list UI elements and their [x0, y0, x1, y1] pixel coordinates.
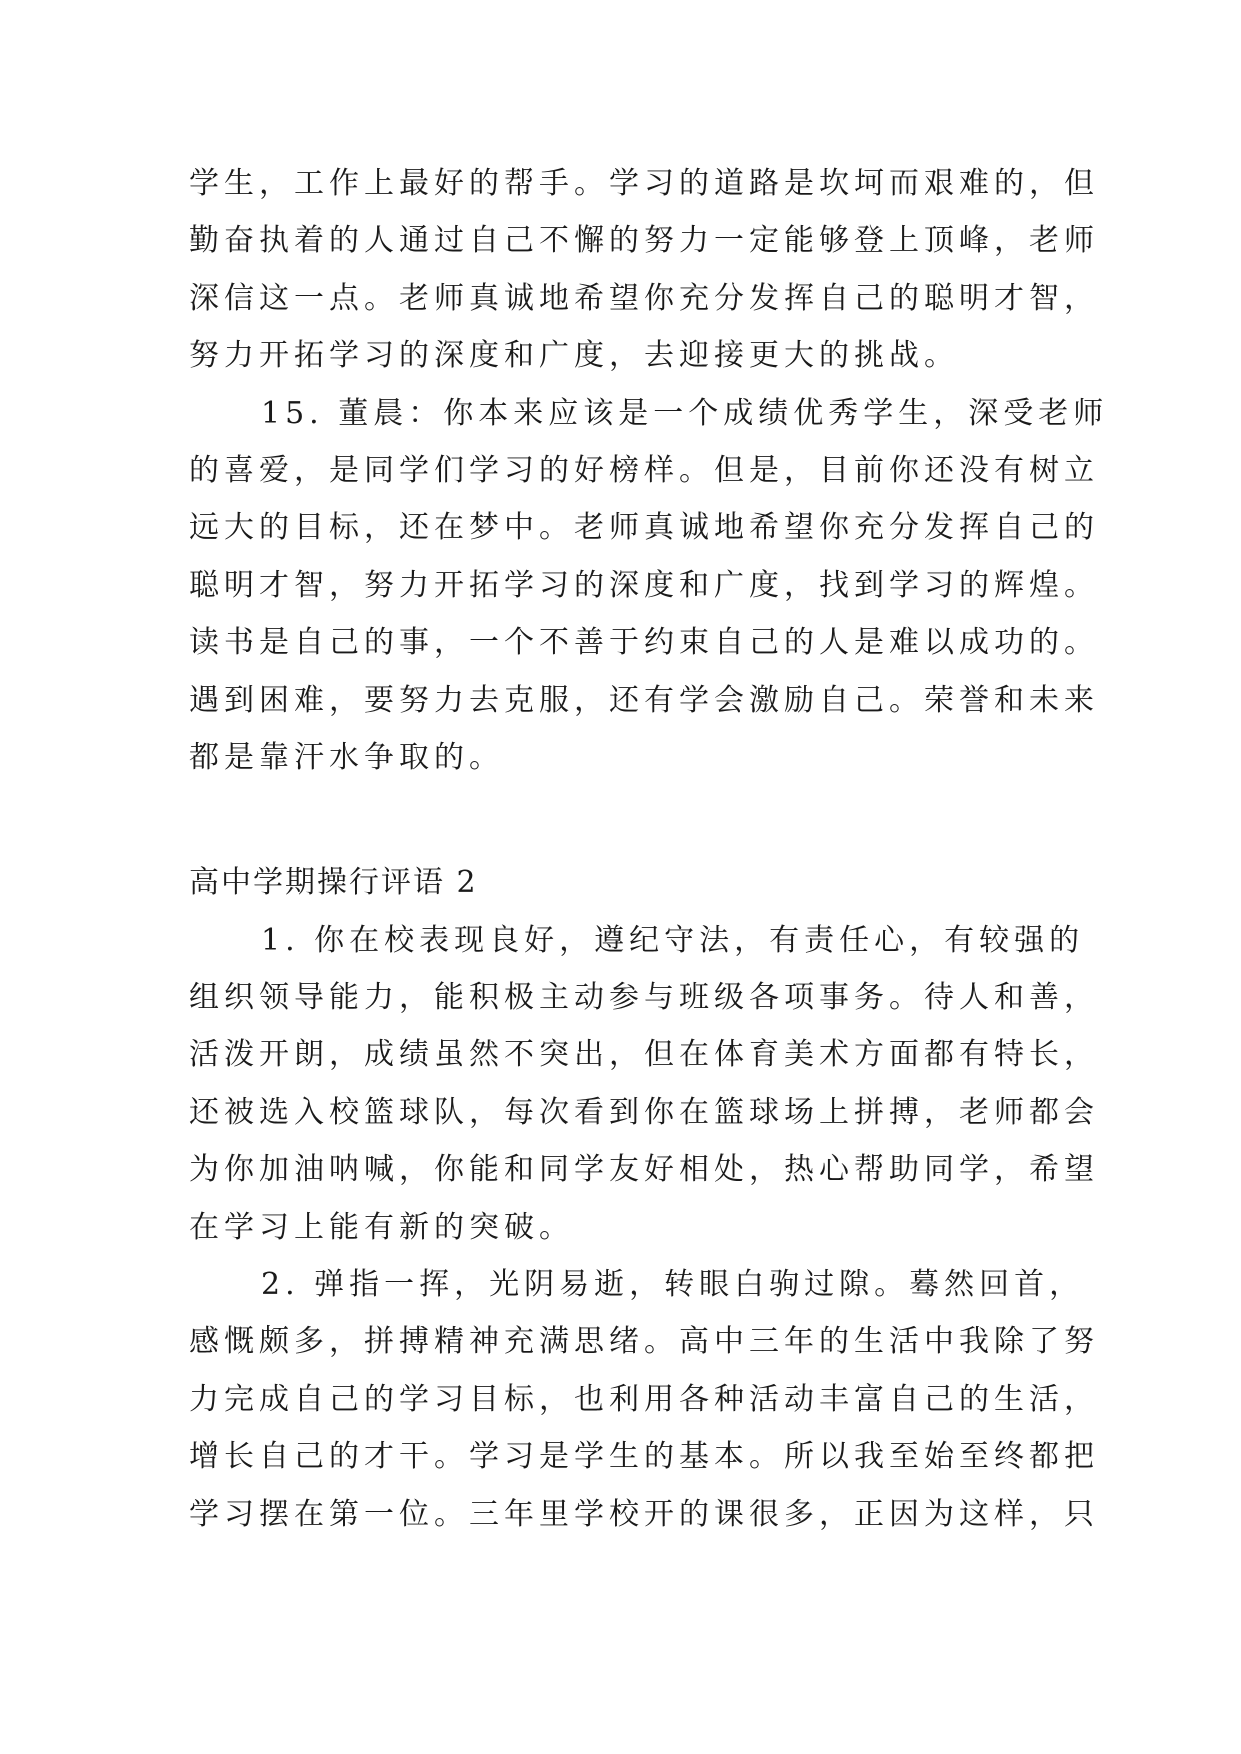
- text-line: 深信这一点。老师真诚地希望你充分发挥自己的聪明才智，: [189, 280, 1099, 316]
- text-line: 组织领导能力，能积极主动参与班级各项事务。待人和善，: [189, 980, 1099, 1016]
- text-line: 聪明才智，努力开拓学习的深度和广度，找到学习的辉煌。: [189, 567, 1099, 603]
- text-line: 增长自己的才干。学习是学生的基本。所以我至始至终都把: [189, 1439, 1099, 1475]
- text-line: 在学习上能有新的突破。: [189, 1209, 574, 1245]
- text-line: 感慨颇多，拼搏精神充满思绪。高中三年的生活中我除了努: [189, 1324, 1099, 1360]
- text-line: 遇到困难，要努力去克服，还有学会激励自己。荣誉和未来: [189, 682, 1099, 718]
- text-line: 活泼开朗，成绩虽然不突出，但在体育美术方面都有特长，: [189, 1037, 1099, 1073]
- continuation-paragraph: [189, 155, 1099, 385]
- text-line: 远大的目标，还在梦中。老师真诚地希望你充分发挥自己的: [189, 510, 1099, 546]
- text-line: 为你加油呐喊，你能和同学友好相处，热心帮助同学，希望: [189, 1152, 1099, 1188]
- item-2-paragraph: [189, 1256, 1099, 1543]
- text-line: 力完成自己的学习目标，也利用各种活动丰富自己的生活，: [189, 1381, 1099, 1417]
- text-line: 2. 弹指一挥，光阴易逝，转眼白驹过隙。蓦然回首，: [261, 1267, 1085, 1303]
- text-line: 学习摆在第一位。三年里学校开的课很多，正因为这样，只: [189, 1496, 1099, 1532]
- text-line: 1. 你在校表现良好，遵纪守法，有责任心，有较强的: [261, 922, 1085, 958]
- text-line: 还被选入校篮球队，每次看到你在篮球场上拼搏，老师都会: [189, 1094, 1099, 1130]
- text-line: 都是靠汗水争取的。: [189, 739, 504, 775]
- text-line: 勤奋执着的人通过自己不懈的努力一定能够登上顶峰，老师: [189, 223, 1099, 259]
- text-line: 15. 董晨：你本来应该是一个成绩优秀学生，深受老师: [261, 395, 1109, 431]
- text-line: 学生，工作上最好的帮手。学习的道路是坎坷而艰难的，但: [189, 166, 1099, 201]
- section-title: 高中学期操行评语 2: [189, 865, 478, 901]
- text-line: 努力开拓学习的深度和广度，去迎接更大的挑战。: [189, 338, 959, 374]
- item-15-paragraph: [189, 385, 1109, 787]
- text-line: 读书是自己的事，一个不善于约束自己的人是难以成功的。: [189, 625, 1099, 661]
- document-body: [189, 155, 1109, 1543]
- item-1-paragraph: [189, 912, 1099, 1256]
- text-line: 的喜爱，是同学们学习的好榜样。但是，目前你还没有树立: [189, 452, 1099, 488]
- section-spacer: [189, 786, 1089, 854]
